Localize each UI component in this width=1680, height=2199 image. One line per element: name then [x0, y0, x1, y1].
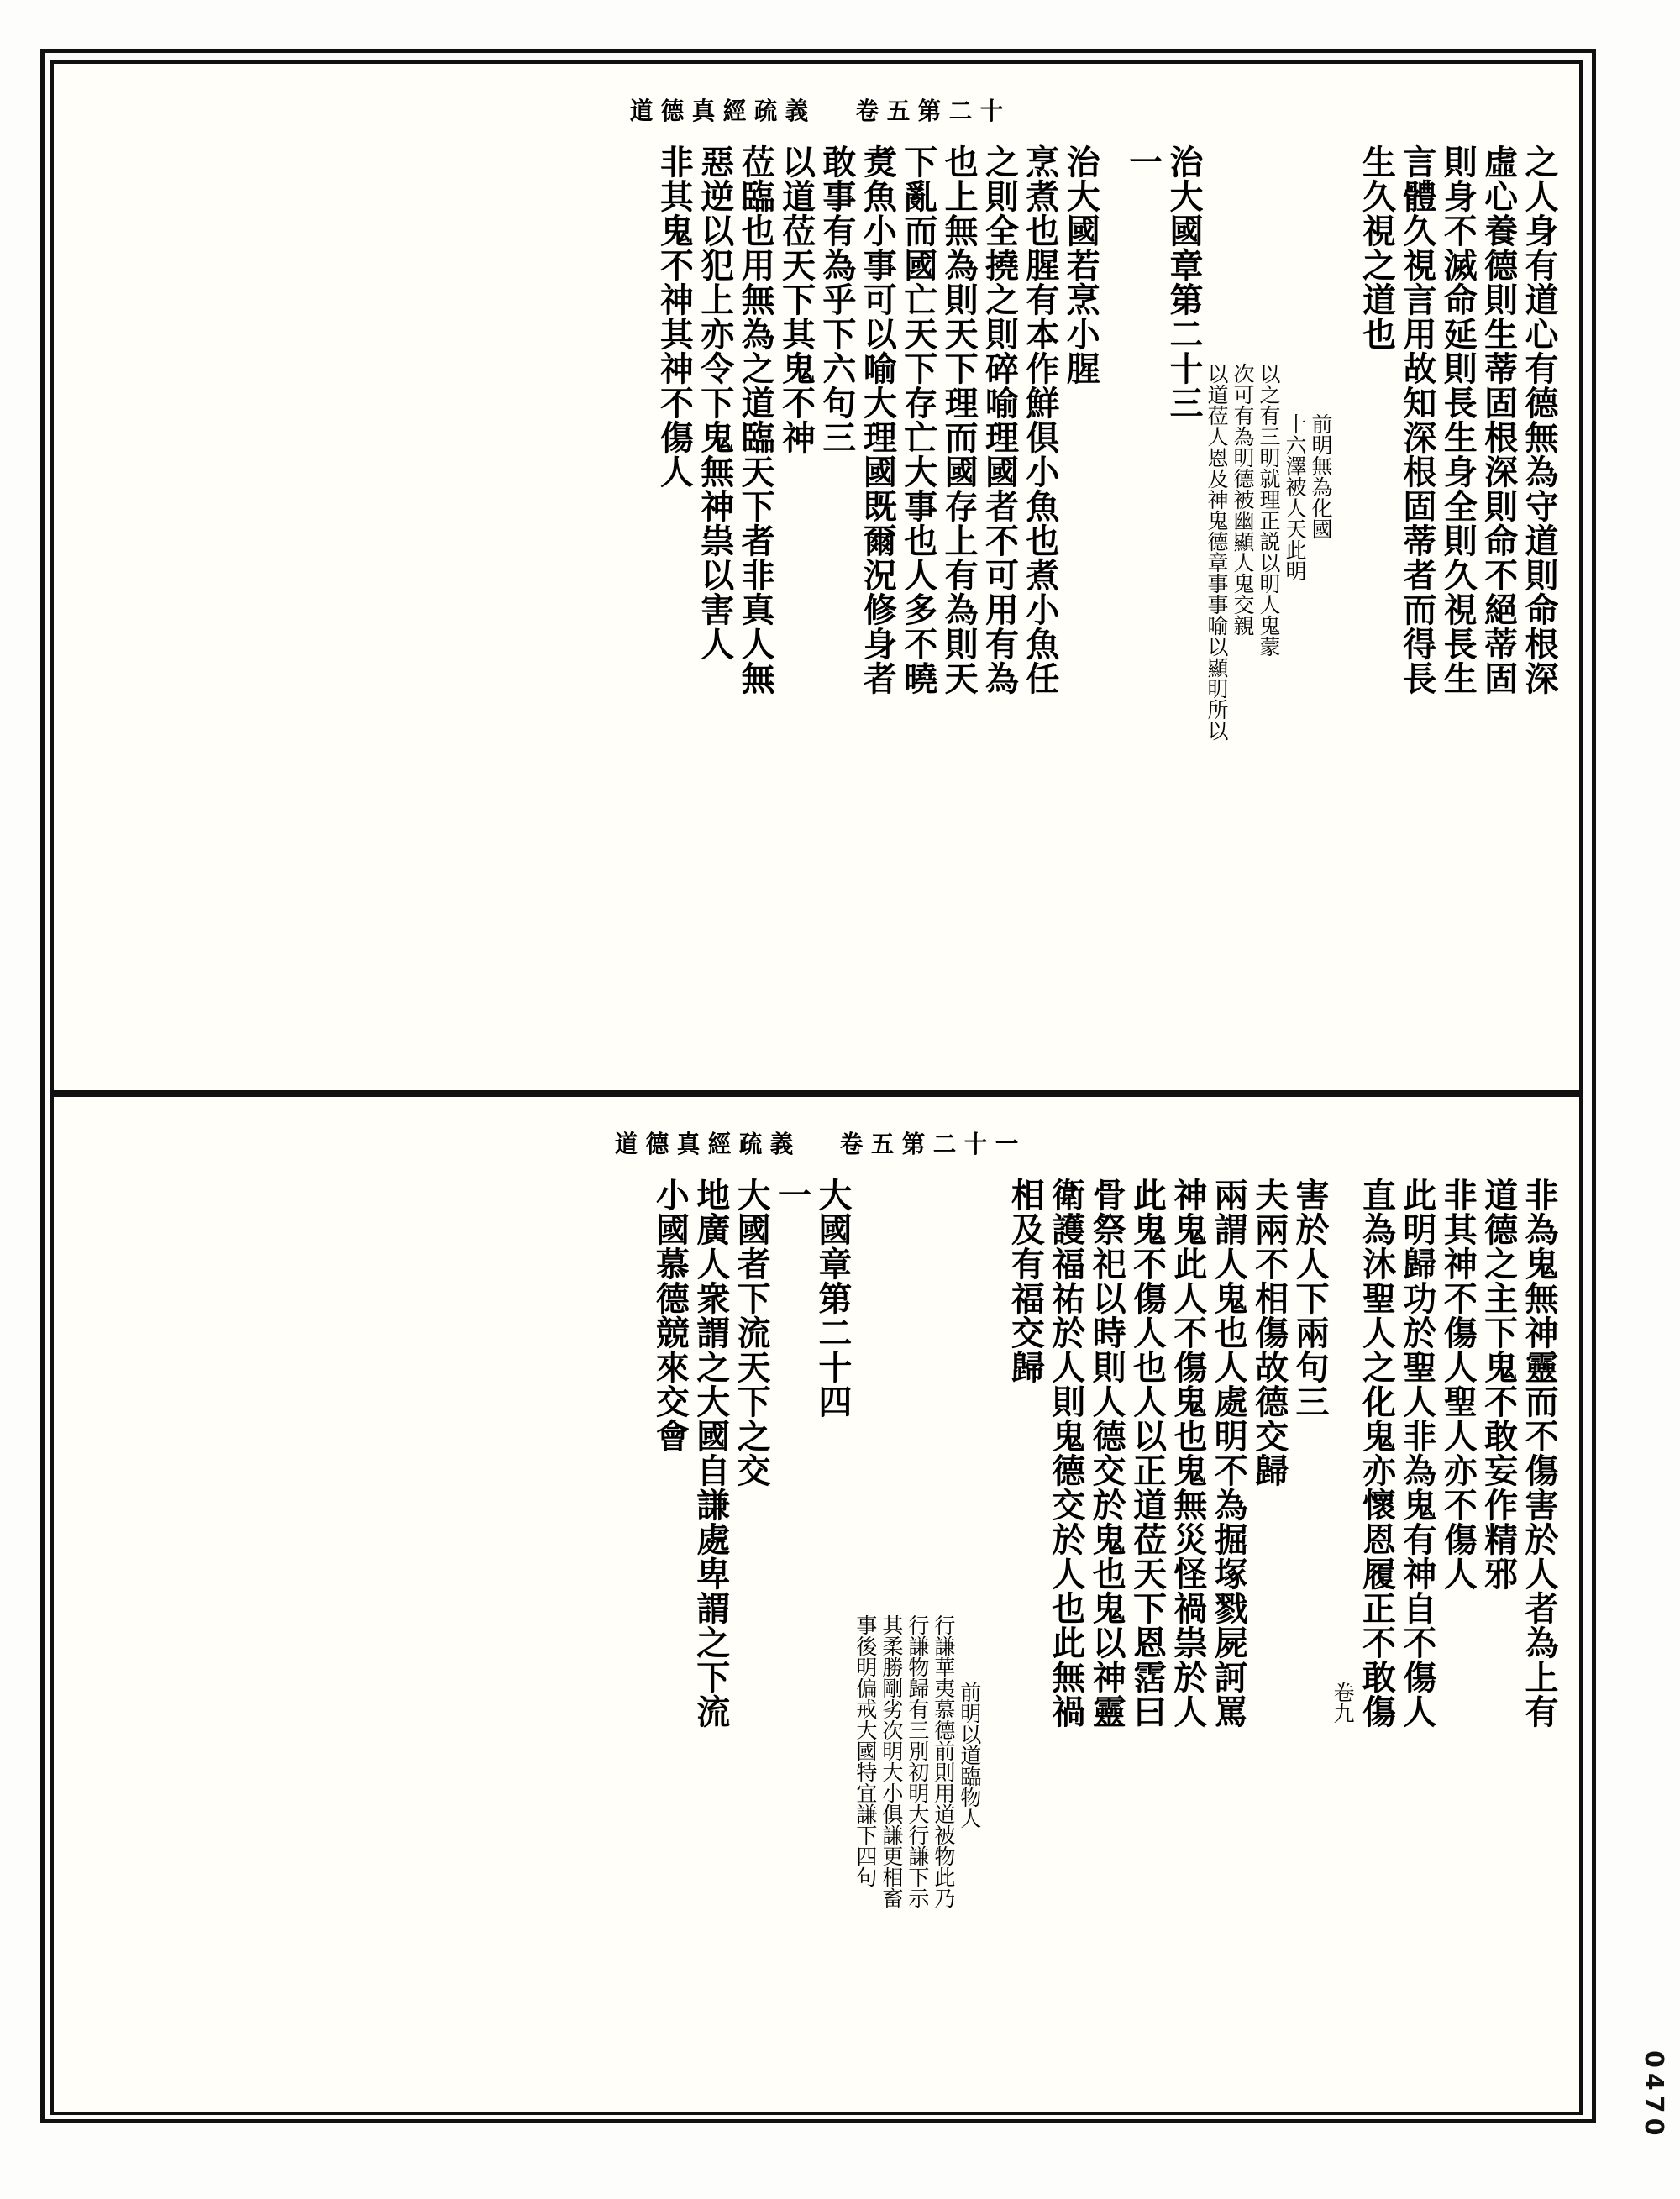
- running-header-bottom: [54, 1119, 1579, 1169]
- header-glyph: 真: [676, 1129, 701, 1158]
- running-header-top-title: [626, 96, 812, 125]
- header-glyph: 道: [614, 1129, 638, 1158]
- running-header-top: [54, 86, 1579, 136]
- text-column: 煑魚小事可以喻大理國既爾況修身者: [858, 144, 898, 695]
- header-glyph: 卷: [855, 96, 879, 125]
- text-column: 地廣人衆謂之大國自謙處卑謂之下流: [690, 1178, 731, 1729]
- text-column: 骨祭祀以時則人德交於鬼也鬼以神靈: [1087, 1178, 1127, 1729]
- text-column: 莅臨也用無為之道臨天下者非真人無: [736, 144, 776, 695]
- page-panel-top: [50, 60, 1583, 1094]
- header-glyph: 道: [630, 96, 654, 125]
- annotation-column: 卷九: [1331, 1682, 1356, 1724]
- header-glyph: 第: [917, 96, 941, 125]
- annotation-column: 以之有三明就理正説以明人鬼蒙: [1257, 363, 1282, 657]
- text-column: 下亂而國亡天下存亡大事也人多不曉: [898, 144, 938, 695]
- text-columns-top: [54, 144, 1579, 1082]
- annotation-column: 十六澤被人天此明: [1283, 413, 1308, 581]
- annotation-column: 行謙華夷慕德前則用道被物此乃: [931, 1614, 956, 1908]
- section-marker-column: 一: [1123, 144, 1163, 179]
- header-glyph: 第: [901, 1129, 926, 1158]
- sutra-line-column: 以道莅天下其鬼不神: [776, 144, 816, 454]
- annotation-column: 行謙物歸有三別初明大行謙下示: [905, 1614, 930, 1908]
- text-column: 虛心養德則生蒂固根深則命不絕蒂固: [1478, 144, 1519, 695]
- annotation-column: 事後明偏戒大國特宜謙下四句: [853, 1614, 878, 1887]
- text-column: 則身不滅命延則長生身全則久視長生: [1438, 144, 1478, 695]
- header-glyph: 十: [963, 1129, 988, 1158]
- header-glyph: 疏: [754, 96, 778, 125]
- text-column: 非其神不傷人聖人亦不傷人: [1438, 1178, 1478, 1591]
- header-glyph: 二: [948, 96, 972, 125]
- header-glyph: 義: [785, 96, 809, 125]
- text-column: 生久視之道也: [1357, 144, 1397, 351]
- text-column: 此鬼不傷人也人以正道莅天下恩霑曰: [1127, 1178, 1168, 1729]
- text-column: 相及有福交歸: [1005, 1178, 1046, 1384]
- page-panel-bottom: [50, 1094, 1583, 2115]
- page-number: 0470: [1639, 2049, 1668, 2140]
- running-header-bottom-title: [611, 1129, 797, 1158]
- sutra-line-column: 治大國若烹小腥: [1061, 144, 1101, 386]
- text-column: 非為鬼無神靈而不傷害於人者為上有: [1520, 1178, 1559, 1729]
- text-column: 惡逆以犯上亦令下鬼無神祟以害人: [695, 144, 735, 661]
- text-column: 之則全撓之則碎喻理國者不可用有為: [979, 144, 1020, 695]
- text-column: 兩謂人鬼也人處明不為掘塚戮屍訶罵: [1209, 1178, 1249, 1729]
- chapter-heading-column: 治大國章第二十三: [1164, 144, 1205, 420]
- annotation-column: 其柔勝剛劣次明大小俱謙更相畜: [879, 1614, 904, 1908]
- header-glyph: 卷: [839, 1129, 864, 1158]
- text-column: 小國慕德競來交會: [650, 1178, 690, 1453]
- header-glyph: 經: [723, 96, 747, 125]
- text-column: 敢事有為乎下六句三: [816, 144, 857, 454]
- annotation-column: 以道莅人恩及神鬼德章事事喻以顯明所以: [1205, 363, 1230, 741]
- annotation-column: 前明無為化國: [1309, 413, 1334, 539]
- text-column: 之人身有道心有德無為守道則命根深: [1520, 144, 1559, 695]
- text-column: 也上無為則天下理而國存上有為則天: [939, 144, 979, 695]
- annotation-column: 前明以道臨物人: [957, 1682, 982, 1829]
- sutra-line-column: 大國者下流天下之交: [732, 1178, 772, 1488]
- running-header-bottom-volume: [836, 1129, 1022, 1158]
- chapter-heading-column: 大國章第二十四: [812, 1178, 853, 1419]
- text-column: 害於人下兩句三: [1290, 1178, 1331, 1419]
- text-column: 非其鬼不神其神不傷人: [654, 144, 695, 489]
- text-column: 衛護福祐於人則鬼德交於人也此無禍: [1046, 1178, 1086, 1729]
- header-glyph: 十: [979, 96, 1003, 125]
- text-column: 神鬼此人不傷鬼也鬼無災怪禍祟於人: [1168, 1178, 1208, 1729]
- text-column: 直為沐聖人之化鬼亦懷恩履正不敢傷: [1357, 1178, 1397, 1729]
- text-columns-bottom: [54, 1178, 1579, 2103]
- header-glyph: 疏: [738, 1129, 763, 1158]
- header-glyph: 德: [661, 96, 685, 125]
- text-column: 道德之主下鬼不敢妄作精邪: [1478, 1178, 1519, 1591]
- header-glyph: 五: [870, 1129, 895, 1158]
- header-glyph: 義: [769, 1129, 794, 1158]
- header-glyph: 德: [645, 1129, 669, 1158]
- header-glyph: 二: [932, 1129, 957, 1158]
- header-glyph: 一: [995, 1129, 1019, 1158]
- header-glyph: 真: [692, 96, 716, 125]
- text-column: 烹煮也腥有本作鮮俱小魚也煮小魚任: [1020, 144, 1060, 695]
- section-marker-column: 一: [772, 1178, 812, 1212]
- header-glyph: 經: [707, 1129, 732, 1158]
- annotation-column: 次可有為明德被幽顯人鬼交親: [1231, 363, 1256, 636]
- text-column: 此明歸功於聖人非為鬼有神自不傷人: [1397, 1178, 1437, 1729]
- running-header-top-volume: [852, 96, 1007, 125]
- sutra-line-column: 夫兩不相傷故德交歸: [1249, 1178, 1289, 1488]
- header-glyph: 五: [886, 96, 910, 125]
- text-column: 言體久視言用故知深根固蒂者而得長: [1397, 144, 1437, 695]
